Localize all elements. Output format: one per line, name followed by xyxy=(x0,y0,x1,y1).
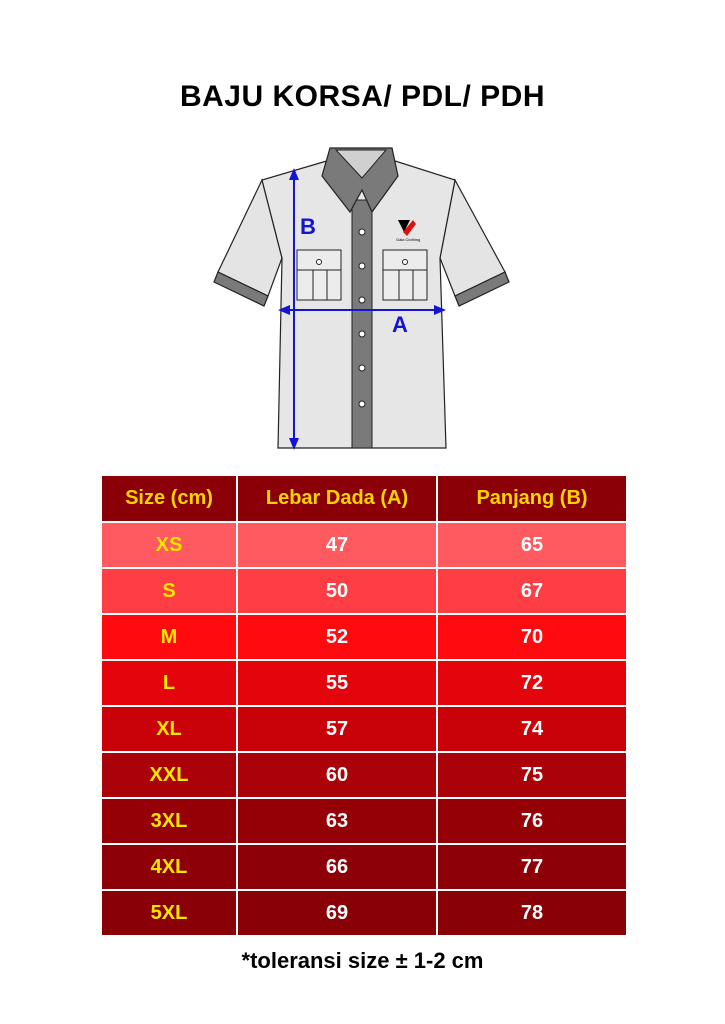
table-row xyxy=(101,568,627,614)
button xyxy=(359,365,365,371)
table-row xyxy=(101,660,627,706)
table-row xyxy=(101,706,627,752)
column-header-length: Panjang (B) xyxy=(437,475,627,522)
table-row xyxy=(101,798,627,844)
size-table xyxy=(100,474,628,937)
size-cell: S xyxy=(101,568,237,614)
chest-width-cell: 55 xyxy=(237,660,437,706)
button xyxy=(359,297,365,303)
size-cell: M xyxy=(101,614,237,660)
length-cell: 72 xyxy=(437,660,627,706)
size-cell: 3XL xyxy=(101,798,237,844)
chest-width-cell: 52 xyxy=(237,614,437,660)
chest-width-cell: 63 xyxy=(237,798,437,844)
button xyxy=(359,263,365,269)
label-a: A xyxy=(392,312,408,337)
chest-width-cell: 57 xyxy=(237,706,437,752)
chest-width-cell: 47 xyxy=(237,522,437,568)
column-header-chest-width: Lebar Dada (A) xyxy=(237,475,437,522)
page-title: BAJU KORSA/ PDL/ PDH xyxy=(179,80,546,113)
size-cell: 4XL xyxy=(101,844,237,890)
length-cell: 77 xyxy=(437,844,627,890)
right-pocket xyxy=(383,250,427,300)
length-cell: 76 xyxy=(437,798,627,844)
length-cell: 78 xyxy=(437,890,627,936)
chest-width-cell: 60 xyxy=(237,752,437,798)
table-row xyxy=(101,844,627,890)
length-cell: 65 xyxy=(437,522,627,568)
table-row xyxy=(101,614,627,660)
table-row xyxy=(101,752,627,798)
length-cell: 70 xyxy=(437,614,627,660)
left-pocket xyxy=(297,250,341,300)
length-cell: 74 xyxy=(437,706,627,752)
tolerance-note: *toleransi size ± 1-2 cm xyxy=(241,948,484,973)
size-cell: L xyxy=(101,660,237,706)
button-placket xyxy=(352,200,372,448)
table-body xyxy=(101,522,627,936)
size-cell: XL xyxy=(101,706,237,752)
size-cell: XXL xyxy=(101,752,237,798)
button xyxy=(359,331,365,337)
size-cell: 5XL xyxy=(101,890,237,936)
table-row xyxy=(101,522,627,568)
svg-text:Gala Clothing: Gala Clothing xyxy=(396,237,421,242)
button xyxy=(359,401,365,407)
length-cell: 75 xyxy=(437,752,627,798)
label-b: B xyxy=(300,214,316,239)
table-header-row xyxy=(101,475,627,522)
shirt-diagram xyxy=(0,0,725,470)
chest-width-cell: 50 xyxy=(237,568,437,614)
length-cell: 67 xyxy=(437,568,627,614)
column-header-size: Size (cm) xyxy=(101,475,237,522)
chest-width-cell: 66 xyxy=(237,844,437,890)
size-cell: XS xyxy=(101,522,237,568)
button xyxy=(359,229,365,235)
table-row xyxy=(101,890,627,936)
chest-width-cell: 69 xyxy=(237,890,437,936)
